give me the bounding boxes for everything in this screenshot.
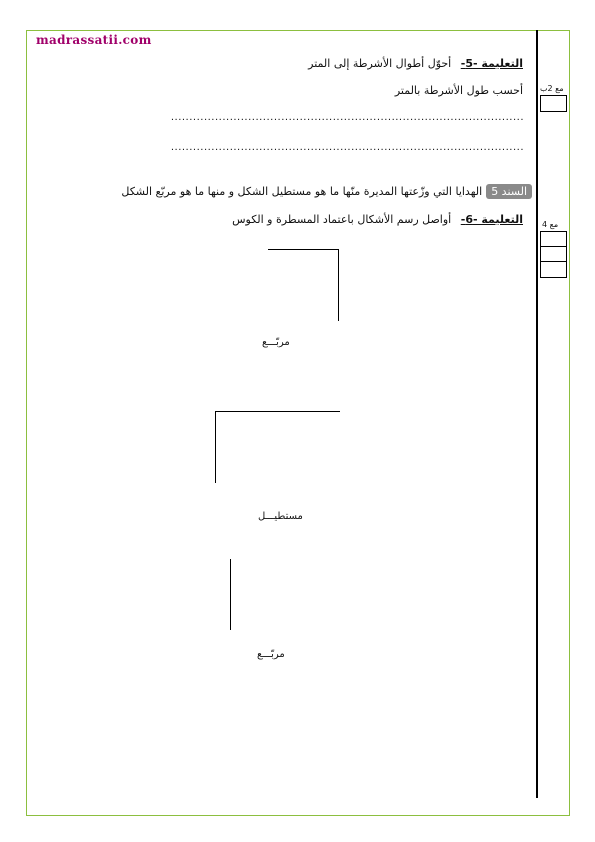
margin-divider bbox=[536, 30, 538, 798]
instruction-5 bbox=[308, 57, 523, 70]
grade-box-2b bbox=[540, 246, 567, 262]
site-watermark: madrassatii.com bbox=[36, 33, 152, 47]
support-5 bbox=[121, 184, 532, 199]
instruction-5-subtext: أحسب طول الأشرطة بالمتر bbox=[394, 84, 523, 97]
instruction-6-text: أواصل رسم الأشكال باعتماد المسطرة و الكوس bbox=[232, 213, 452, 226]
answer-line-1: ................................................................................................ bbox=[170, 112, 524, 123]
square-1-label: مربّـــع bbox=[262, 337, 290, 348]
grade-box-2a bbox=[540, 231, 567, 247]
square-2-left-edge bbox=[230, 559, 231, 630]
rectangle-top-edge bbox=[215, 411, 340, 412]
square-2-label: مربّـــع bbox=[257, 649, 285, 660]
answer-line-2: ................................................................................................ bbox=[170, 142, 524, 153]
support-5-text: الهدايا التي وزّعتها المديرة منّها ما هو مستطيل الشكل و منها ما هو مربّع الشكل bbox=[121, 185, 483, 198]
grade-label-2: مع 4 bbox=[542, 220, 559, 229]
grade-box-2c bbox=[540, 261, 567, 278]
rectangle-label: مستطيـــل bbox=[258, 511, 303, 522]
instruction-6 bbox=[232, 213, 523, 226]
grade-label-1: مع 2ب bbox=[540, 84, 564, 93]
instruction-6-label: التعليمة -6- bbox=[460, 213, 523, 226]
instruction-5-text: أحوّل أطوال الأشرطة إلى المتر bbox=[308, 57, 452, 70]
instruction-5-label: التعليمة -5- bbox=[460, 57, 523, 70]
square-1-right-edge bbox=[338, 249, 339, 321]
grade-box-1 bbox=[540, 95, 567, 112]
rectangle-left-edge bbox=[215, 411, 216, 483]
support-5-badge: السند 5 bbox=[486, 184, 532, 199]
square-1-top-edge bbox=[268, 249, 339, 250]
